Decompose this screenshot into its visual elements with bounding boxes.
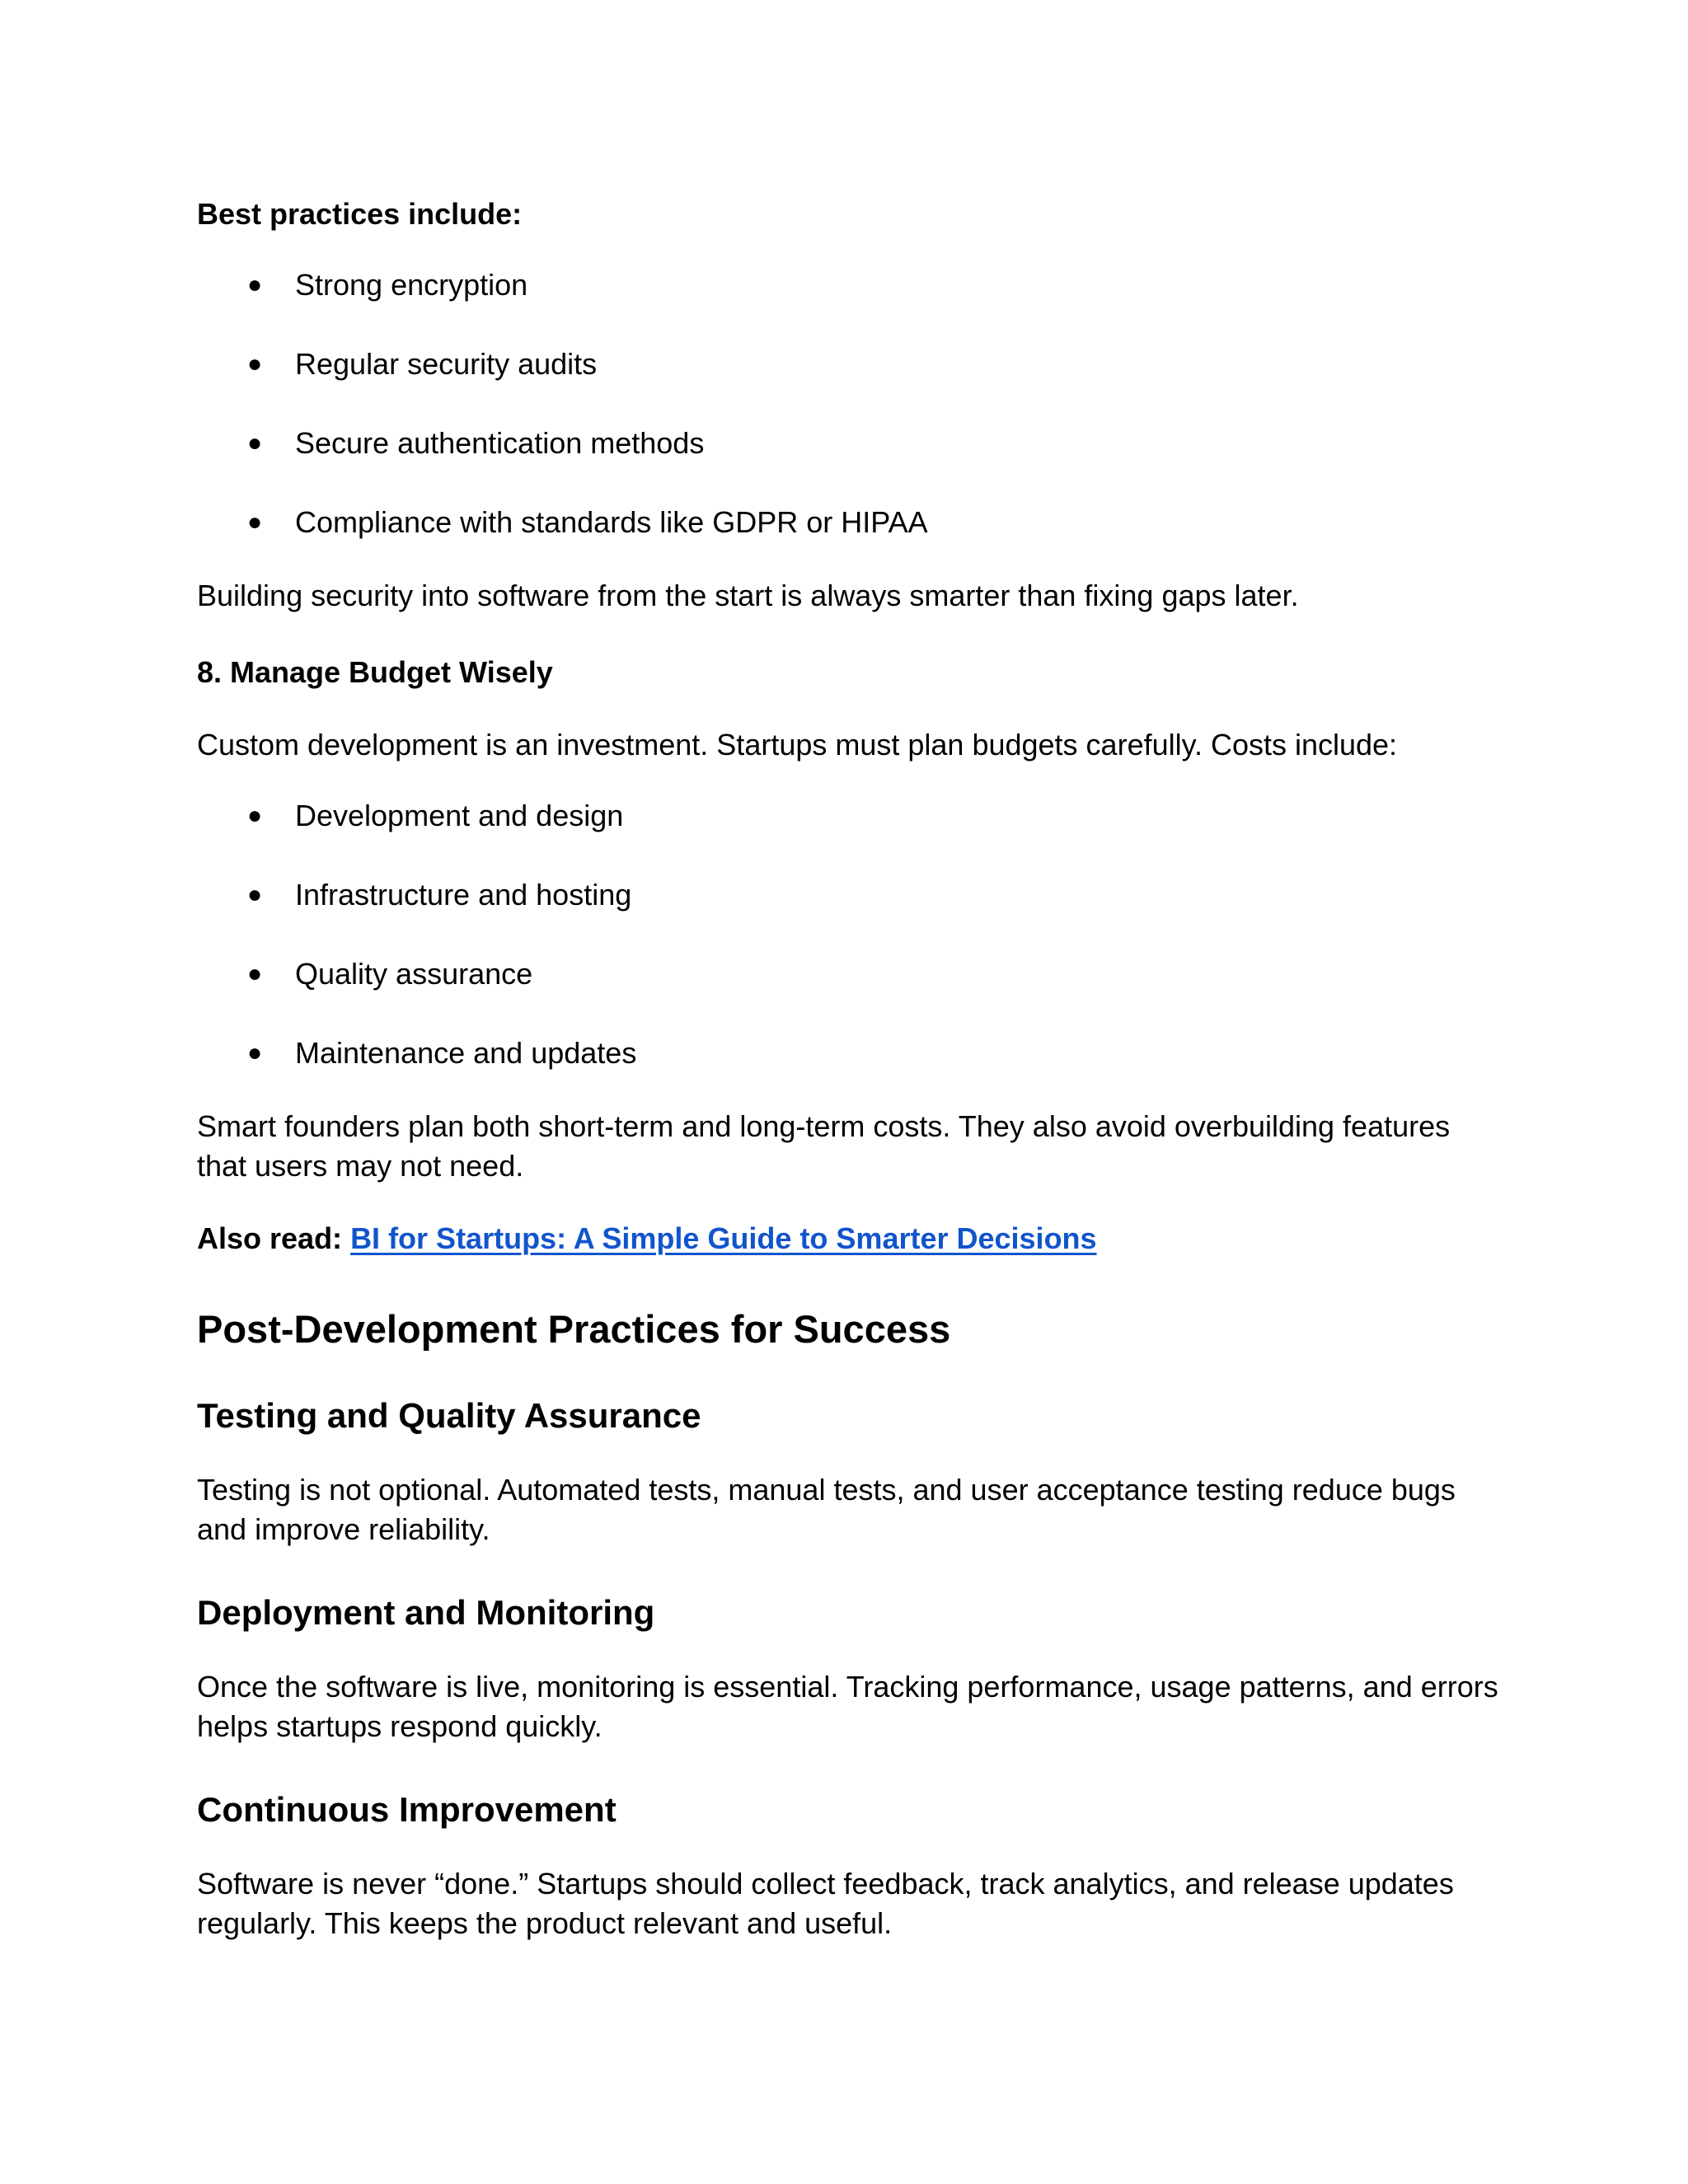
section-body-deployment: Once the software is live, monitoring is essential. Tracking performance, usage patterns, and errors helps startups respond quickly. — [197, 1670, 1498, 1743]
budget-intro-paragraph: Custom development is an investment. Startups must plan budgets carefully. Costs include: — [197, 728, 1398, 762]
bullet-icon: ● — [247, 350, 263, 377]
list-item — [0, 265, 1484, 305]
bullet-icon: ● — [247, 960, 263, 987]
list-item — [0, 424, 1484, 463]
list-item-text: Infrastructure and hosting — [295, 878, 632, 912]
section-body-improvement: Software is never “done.” Startups should collect feedback, track analytics, and release updates regularly. This keeps the product relevant and useful. — [197, 1867, 1454, 1940]
list-item — [0, 796, 1484, 836]
list-item — [0, 875, 1484, 915]
list-item — [0, 344, 1484, 384]
list-item-text: Maintenance and updates — [295, 1036, 637, 1070]
list-item-text: Quality assurance — [295, 957, 533, 991]
post-development-heading: Post-Development Practices for Success — [197, 1307, 951, 1351]
list-item-text: Development and design — [295, 799, 624, 832]
section-title-testing: Testing and Quality Assurance — [197, 1396, 701, 1435]
list-item-text: Secure authentication methods — [295, 426, 705, 460]
section-title-deployment: Deployment and Monitoring — [197, 1593, 655, 1632]
also-read-label: Also read: — [197, 1221, 343, 1255]
bullet-icon: ● — [247, 509, 263, 536]
bullet-icon: ● — [247, 802, 263, 829]
section-body-testing: Testing is not optional. Automated tests, manual tests, and user acceptance testing reduce bugs and improve reliability. — [197, 1473, 1456, 1546]
section-title-improvement: Continuous Improvement — [197, 1790, 617, 1829]
bullet-icon: ● — [247, 271, 263, 298]
also-read — [197, 1219, 1499, 1258]
list-item — [0, 954, 1484, 994]
list-item-text: Compliance with standards like GDPR or HIPAA — [295, 505, 928, 539]
best-practices-heading: Best practices include: — [197, 197, 523, 231]
list-item — [0, 503, 1484, 542]
list-item-text: Regular security audits — [295, 347, 598, 381]
budget-closing-paragraph: Smart founders plan both short-term and long-term costs. They also avoid overbuilding features that users may not need. — [197, 1109, 1451, 1183]
security-closing-paragraph: Building security into software from the start is always smarter than fixing gaps later. — [197, 579, 1299, 612]
bullet-icon: ● — [247, 1039, 263, 1066]
budget-heading: 8. Manage Budget Wisely — [197, 655, 553, 689]
bullet-icon: ● — [247, 429, 263, 457]
bullet-icon: ● — [247, 881, 263, 908]
list-item — [0, 1033, 1484, 1073]
also-read-link[interactable]: BI for Startups: A Simple Guide to Smarter Decisions — [350, 1221, 1097, 1255]
list-item-text: Strong encryption — [295, 268, 528, 302]
